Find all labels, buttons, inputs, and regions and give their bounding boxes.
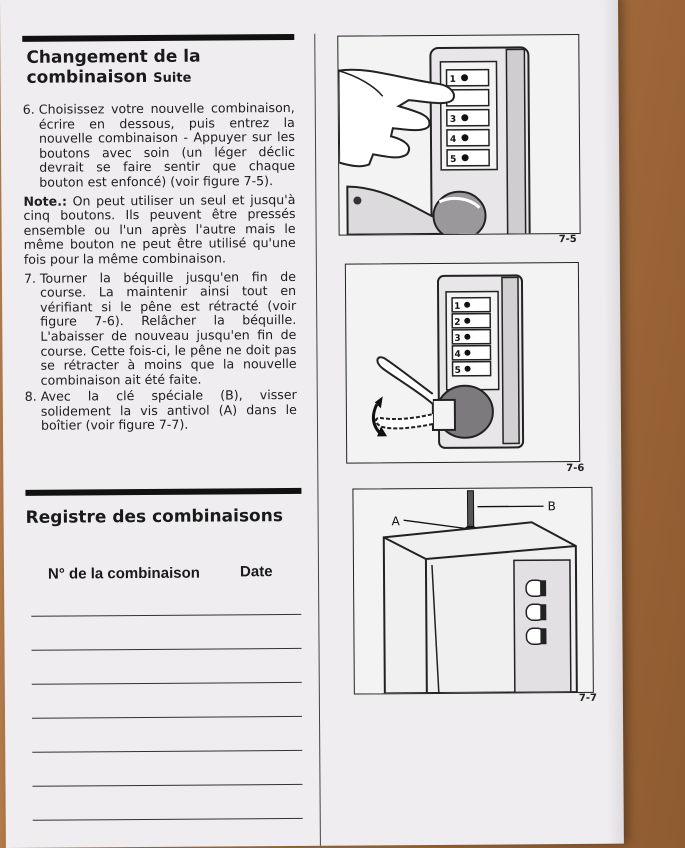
column-header-number: N° de la combinaison	[47, 564, 200, 583]
section2-top-rule	[25, 488, 301, 496]
fig2-button-5: 5	[454, 365, 461, 376]
section1-title-suffix: Suite	[153, 70, 192, 86]
callout-b: B	[547, 499, 556, 514]
figure-label-7-5: 7-5	[558, 233, 577, 246]
note-paragraph	[23, 193, 296, 268]
section2-title: Registre des combinaisons	[25, 506, 284, 528]
callout-a: A	[391, 514, 400, 529]
page-edge-shadow	[602, 0, 624, 844]
record-line	[32, 648, 302, 651]
section1-title-line1: Changement de la	[26, 46, 201, 68]
step-text: Avec la clé spéciale (B), visser solidement la vis antivol (A) dans le boîtier (voir figure 7-7).	[40, 387, 297, 434]
record-line	[32, 750, 302, 753]
record-line	[32, 682, 302, 685]
figure-label-7-6: 7-6	[566, 462, 585, 475]
fig2-button-2: 2	[454, 317, 461, 328]
section1-title	[26, 47, 200, 90]
section1-title-word: combinaison	[26, 66, 148, 88]
step-number: 6.	[22, 101, 35, 117]
figure-7-5	[337, 34, 580, 236]
figure-7-7	[352, 487, 593, 695]
record-line	[33, 818, 303, 821]
step-6	[23, 101, 296, 190]
section1-title-line2	[26, 67, 200, 90]
record-line	[32, 716, 302, 719]
lock-keypad-finger-illustration	[338, 35, 579, 235]
instructions	[23, 101, 297, 436]
fig1-button-1: 1	[449, 74, 456, 85]
step-8	[25, 388, 297, 434]
figure-label-7-7: 7-7	[578, 692, 598, 704]
section1-top-rule	[22, 34, 294, 42]
step-text: Choisissez votre nouvelle combinaison, écrire en dessous, puis entrez la nouvelle combinaison - Appuyer sur les boutons avec soin (un léger déclic devrait se faire sentir que chaque bouton est enfoncé) (voir figure 7-5).	[38, 99, 296, 190]
figure-7-6	[345, 262, 580, 464]
step-number: 7.	[23, 270, 37, 286]
step-number: 8.	[24, 389, 37, 405]
fig2-button-3: 3	[454, 333, 461, 344]
fig2-button-4: 4	[454, 349, 461, 360]
lock-handle-turn-illustration	[346, 263, 579, 463]
column-header-date: Date	[239, 563, 273, 581]
fig1-button-4: 4	[449, 134, 457, 145]
step-text: Tourner la béquille jusqu'en fin de course. La maintenir ainsi tout en vérifiant si le pêne est rétracté (voir figure 7-6). Relâcher la béquille. L'abaisser de nouveau jusqu'en fin de course. Cette fois-ci, le pêne ne doit pas se rétracter à moins que la nouvelle combinaison ait été faite.	[39, 268, 297, 388]
fig1-button-5: 5	[450, 154, 457, 165]
fig2-button-1: 1	[454, 301, 461, 312]
record-line	[32, 784, 302, 787]
lock-screw-key-illustration	[353, 488, 592, 694]
note-text: On peut utiliser un seul et jusqu'à cinq boutons. Ils peuvent être pressés ensemble ou l'un après l'autre mais le même bouton ne peut être utilisé qu'une fois pour la même combinaison.	[23, 191, 296, 267]
column-divider	[314, 34, 321, 846]
record-line	[31, 614, 301, 617]
fig1-button-3: 3	[449, 114, 457, 125]
step-7	[24, 269, 297, 388]
note-label: Note.:	[23, 193, 68, 209]
